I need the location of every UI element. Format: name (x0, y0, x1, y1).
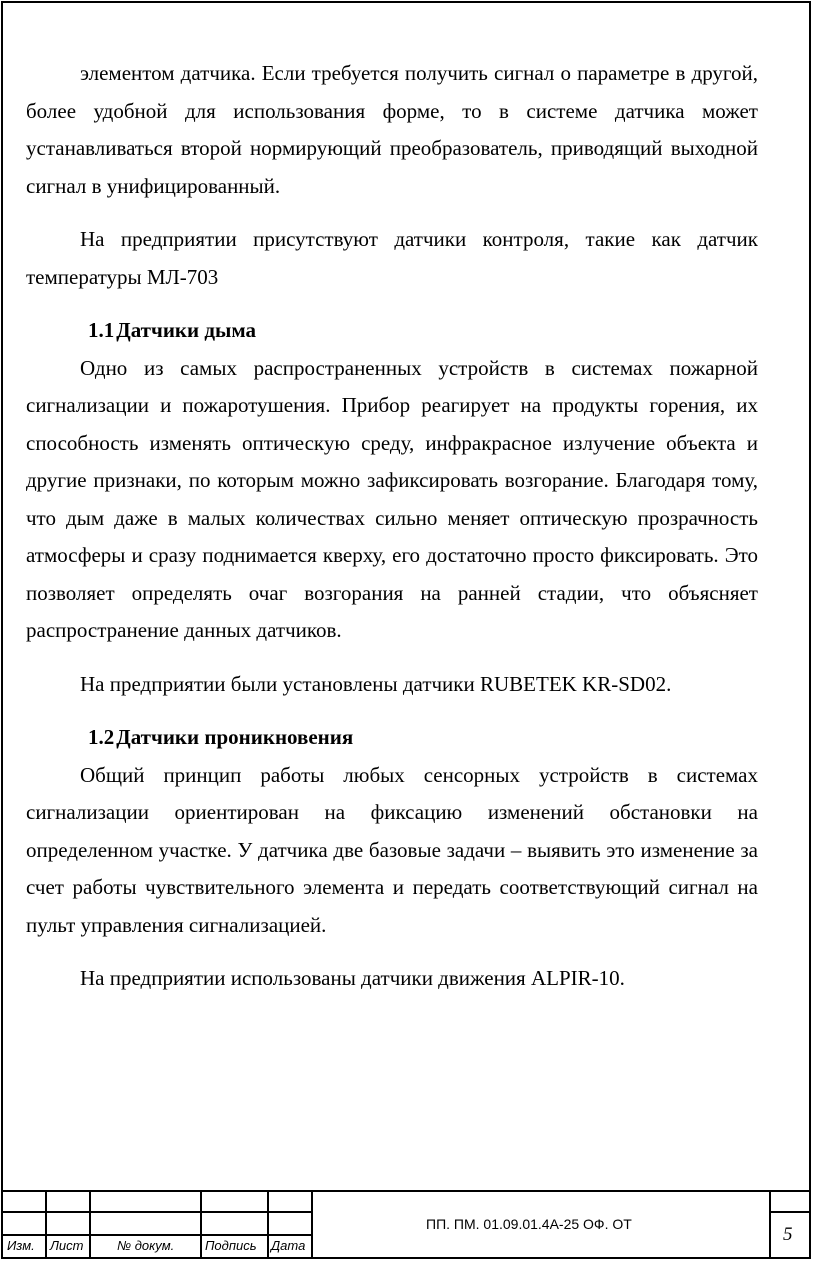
document-body (26, 55, 758, 998)
label-izm: Изм. (7, 1238, 35, 1253)
section-number: 1.1 (88, 318, 115, 342)
section-number: 1.2 (88, 725, 115, 749)
paragraph-3: Одно из самых распространенных устройств в системах пожарной сигнализации и пожаротушения. Прибор реагирует на продукты горения, их способность изменять оптическую среду, инфракрасное излучение объекта и другие признаки, по которым можно зафиксировать возгорание. Благодаря тому, что дым даже в малых количествах сильно меняет оптическую прозрачность атмосферы и сразу поднимается кверху, его достаточно просто фиксировать. Это позволяет определять очаг возгорания на ранней стадии, что объясняет распространение данных датчиков. (26, 355, 758, 642)
divider (769, 1211, 811, 1213)
divider (769, 1190, 771, 1259)
divider (89, 1190, 91, 1259)
divider (267, 1190, 269, 1259)
label-signature: Подпись (205, 1238, 257, 1253)
label-doc-number: № докум. (117, 1238, 175, 1253)
divider (1, 1190, 811, 1192)
divider (45, 1190, 47, 1259)
section-title: Датчики дыма (116, 318, 257, 342)
label-list: Лист (50, 1238, 84, 1253)
paragraph-1: элементом датчика. Если требуется получить сигнал о параметре в другой, более удобной для использования форме, то в системе датчика может устанавливаться второй нормирующий преобразователь, приводящий выходной сигнал в унифицированный. (26, 61, 758, 198)
page-number: 5 (783, 1224, 793, 1245)
label-date: Дата (271, 1238, 306, 1253)
section-title: Датчики проникновения (116, 725, 354, 749)
divider (1, 1211, 311, 1213)
divider (311, 1190, 313, 1259)
paragraph-4: На предприятии были установлены датчики RUBETEK KR-SD02. (80, 671, 672, 696)
section-heading-intrusion (26, 719, 758, 757)
paragraph-5: Общий принцип работы любых сенсорных устройств в системах сигнализации ориентирован на фиксацию изменений обстановки на определенном участке. У датчика две базовые задачи – выявить это изменение за счет работы чувствительного элемента и передать соответствующий сигнал на пульт управления сигнализацией. (26, 762, 758, 937)
paragraph-6: На предприятии использованы датчики движения ALPIR-10. (80, 966, 625, 990)
divider (1, 1234, 311, 1236)
title-block (1, 1190, 811, 1259)
paragraph-2: На предприятии присутствуют датчики контроля, такие как датчик температуры МЛ-703 (26, 227, 758, 289)
section-heading-smoke (26, 312, 758, 350)
divider (200, 1190, 202, 1259)
document-code: ПП. ПМ. 01.09.01.4А-25 ОФ. ОТ (426, 1216, 632, 1232)
